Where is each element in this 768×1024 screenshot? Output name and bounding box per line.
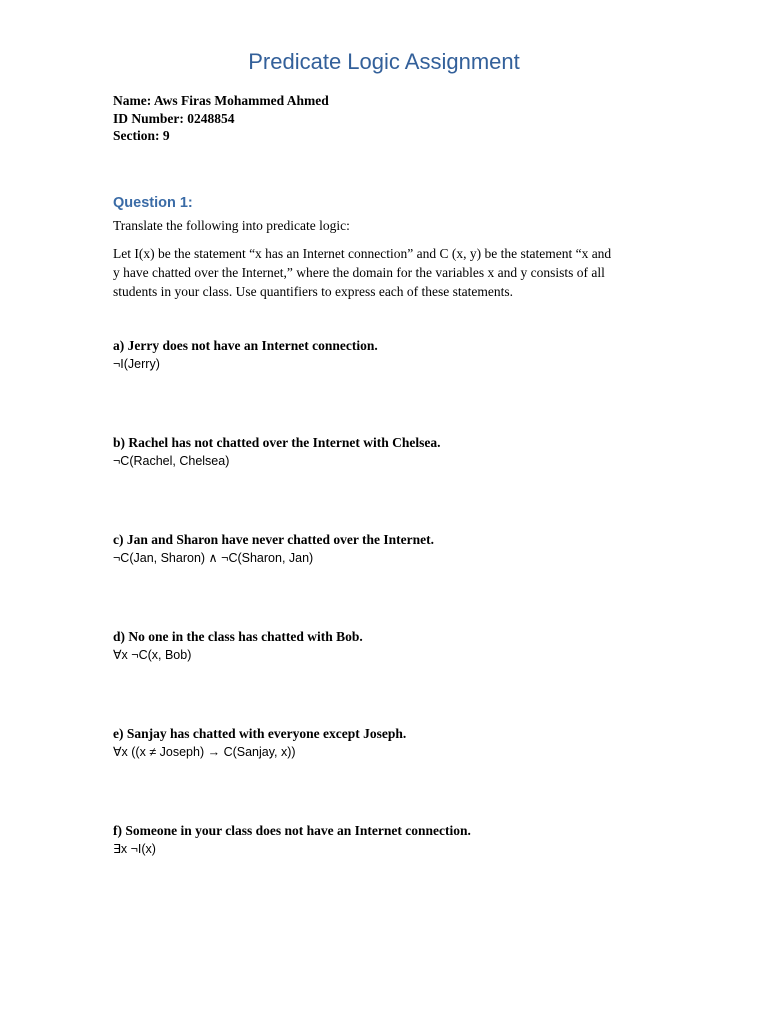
exercise-question: a) Jerry does not have an Internet connection. xyxy=(113,338,378,353)
prompt-line: y have chatted over the Internet,” where the domain for the variables x and y consists of all xyxy=(113,264,605,280)
exercise-item-c xyxy=(113,530,471,627)
exercise-question: c) Jan and Sharon have never chatted over the Internet. xyxy=(113,532,434,547)
exercise-answer: ¬C(Jan, Sharon) ∧ ¬C(Sharon, Jan) xyxy=(113,551,314,565)
exercise-question: d) No one in the class has chatted with Bob. xyxy=(113,629,363,644)
exercise-list xyxy=(113,336,471,918)
prompt-line: students in your class. Use quantifiers to express each of these statements. xyxy=(113,283,514,299)
question-prompt xyxy=(113,244,611,301)
student-info xyxy=(113,92,329,145)
student-name-label: Name: xyxy=(113,93,152,108)
exercise-question: e) Sanjay has chatted with everyone except Joseph. xyxy=(113,726,407,741)
exercise-answer: ∀x ¬C(x, Bob) xyxy=(113,648,192,662)
question-heading: Question 1: xyxy=(113,195,193,211)
exercise-item-b xyxy=(113,433,471,530)
exercise-answer: ¬C(Rachel, Chelsea) xyxy=(113,454,230,468)
student-id xyxy=(113,110,329,128)
exercise-item-a xyxy=(113,336,471,433)
student-name-value: Aws Firas Mohammed Ahmed xyxy=(153,93,329,108)
exercise-question: f) Someone in your class does not have an Internet connection. xyxy=(113,823,471,838)
student-section-label: Section: xyxy=(113,128,160,143)
exercise-item-d xyxy=(113,627,471,724)
exercise-question: b) Rachel has not chatted over the Internet with Chelsea. xyxy=(113,435,441,450)
student-section xyxy=(113,127,329,145)
prompt-line: Let I(x) be the statement “x has an Internet connection” and C (x, y) be the statement “x and xyxy=(113,245,612,261)
question-instruction: Translate the following into predicate logic: xyxy=(113,218,350,233)
exercise-answer: ¬I(Jerry) xyxy=(113,357,160,371)
student-id-label: ID Number: xyxy=(113,110,184,126)
student-name xyxy=(113,92,329,110)
student-id-value: 0248854 xyxy=(187,110,235,126)
exercise-answer: ∀x ((x ≠ Joseph) → C(Sanjay, x)) xyxy=(113,745,296,759)
page-title: Predicate Logic Assignment xyxy=(248,49,520,74)
exercise-answer: ∃x ¬I(x) xyxy=(113,842,156,856)
student-section-value: 9 xyxy=(162,128,170,143)
exercise-item-e xyxy=(113,724,471,821)
exercise-item-f xyxy=(113,821,471,918)
